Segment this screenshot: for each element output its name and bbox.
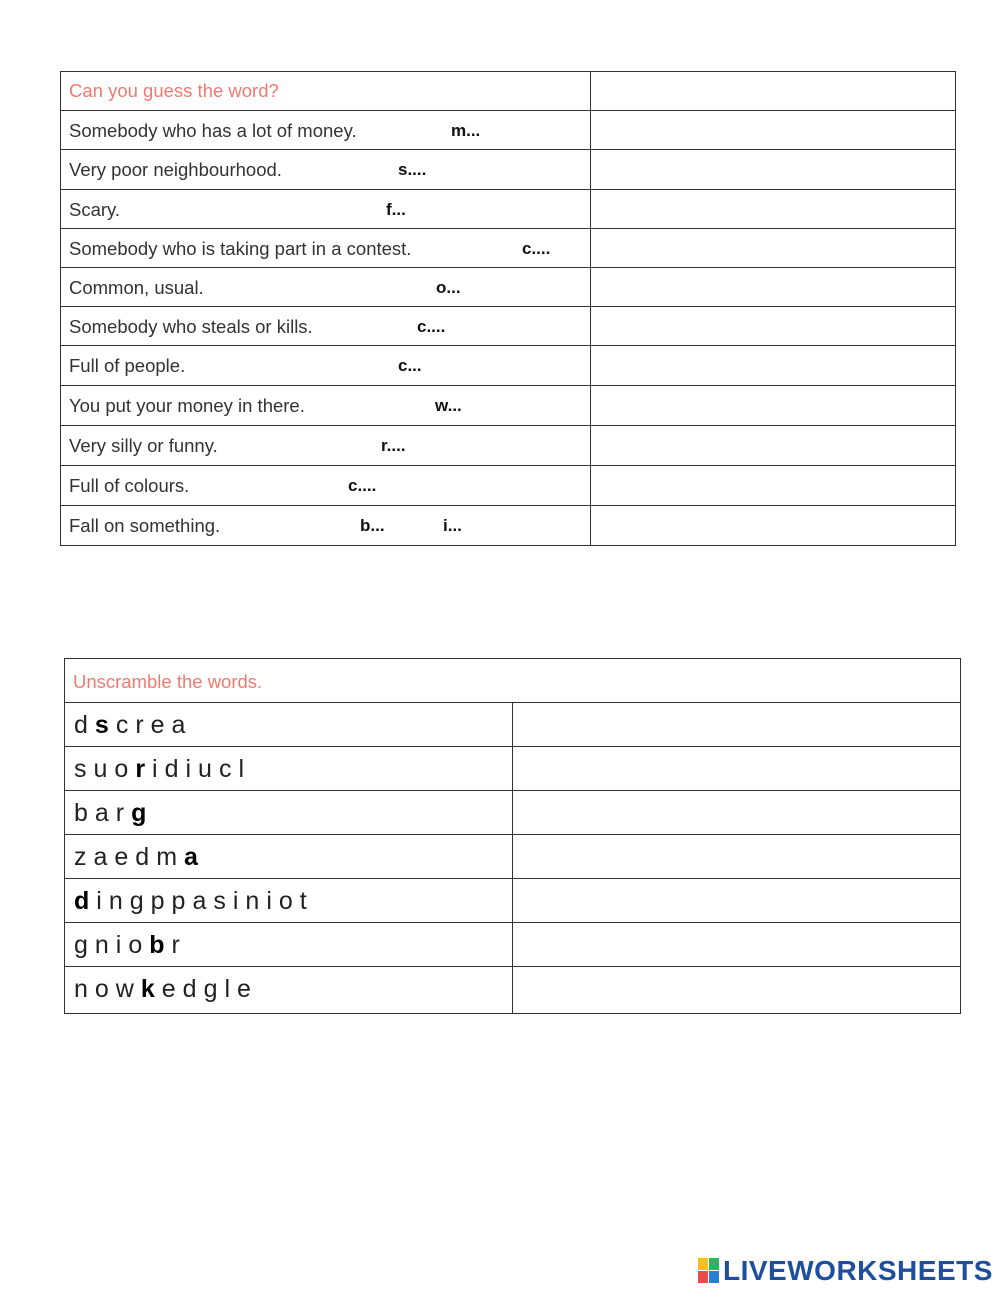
clue-text: Very silly or funny. (69, 435, 218, 456)
scrambled-word: dingppasiniot (65, 879, 513, 923)
clue-text: Somebody who has a lot of money. (69, 120, 357, 141)
clue-hint: w... (435, 396, 462, 415)
guess-table-title: Can you guess the word? (69, 80, 279, 101)
clue-hint: m... (451, 121, 481, 140)
scrambled-word: nowkedgle (65, 967, 513, 1014)
unscramble-answer-input[interactable] (513, 967, 961, 1014)
clue-row (61, 426, 591, 466)
clue-hint-second: i... (443, 516, 462, 535)
answer-input[interactable] (591, 307, 956, 346)
unscramble-answer-input[interactable] (513, 835, 961, 879)
unscramble-answer-input[interactable] (513, 879, 961, 923)
clue-row (61, 190, 591, 229)
logo-blocks-icon (698, 1258, 720, 1284)
clue-row (61, 111, 591, 150)
answer-input[interactable] (591, 229, 956, 268)
clue-hint: c.... (348, 476, 377, 495)
unscramble-table-title: Unscramble the words. (73, 671, 263, 692)
logo-text: LIVEWORKSHEETS (723, 1255, 993, 1286)
clue-hint: c... (398, 356, 422, 375)
clue-row (61, 466, 591, 506)
clue-hint: f... (386, 200, 406, 219)
answer-input[interactable] (591, 466, 956, 506)
unscramble-answer-input[interactable] (513, 703, 961, 747)
unscramble-table-header (65, 659, 961, 703)
clue-row (61, 346, 591, 386)
clue-text: Common, usual. (69, 277, 204, 298)
clue-row (61, 506, 591, 546)
scrambled-word: zaedma (65, 835, 513, 879)
clue-row (61, 268, 591, 307)
answer-input[interactable] (591, 386, 956, 426)
answer-input[interactable] (591, 268, 956, 307)
answer-input[interactable] (591, 426, 956, 466)
unscramble-table (64, 658, 961, 1014)
clue-hint: o... (436, 278, 461, 297)
answer-input[interactable] (591, 346, 956, 386)
clue-text: You put your money in there. (69, 395, 305, 416)
clue-hint: r.... (381, 436, 406, 455)
answer-input[interactable] (591, 111, 956, 150)
guess-word-table (60, 71, 956, 546)
scrambled-word: gniobr (65, 923, 513, 967)
answer-input[interactable] (591, 150, 956, 190)
clue-text: Full of people. (69, 355, 186, 376)
clue-hint: b... (360, 516, 385, 535)
unscramble-answer-input[interactable] (513, 923, 961, 967)
scrambled-word: barg (65, 791, 513, 835)
liveworksheets-logo (698, 1256, 993, 1286)
scrambled-word: suoridiucl (65, 747, 513, 791)
clue-row (61, 150, 591, 190)
unscramble-answer-input[interactable] (513, 747, 961, 791)
clue-hint: c.... (417, 317, 446, 336)
guess-table-header-blank (591, 72, 956, 111)
scrambled-word: dscrea (65, 703, 513, 747)
clue-row (61, 386, 591, 426)
clue-hint: s.... (398, 160, 427, 179)
clue-text: Fall on something. (69, 515, 221, 536)
clue-text: Somebody who steals or kills. (69, 316, 313, 337)
clue-hint: c.... (522, 239, 551, 258)
clue-text: Very poor neighbourhood. (69, 159, 282, 180)
guess-table-header (61, 72, 591, 111)
clue-text: Somebody who is taking part in a contest. (69, 238, 412, 259)
unscramble-answer-input[interactable] (513, 791, 961, 835)
clue-row (61, 229, 591, 268)
answer-input[interactable] (591, 190, 956, 229)
clue-text: Scary. (69, 199, 121, 220)
clue-row (61, 307, 591, 346)
answer-input[interactable] (591, 506, 956, 546)
clue-text: Full of colours. (69, 475, 190, 496)
